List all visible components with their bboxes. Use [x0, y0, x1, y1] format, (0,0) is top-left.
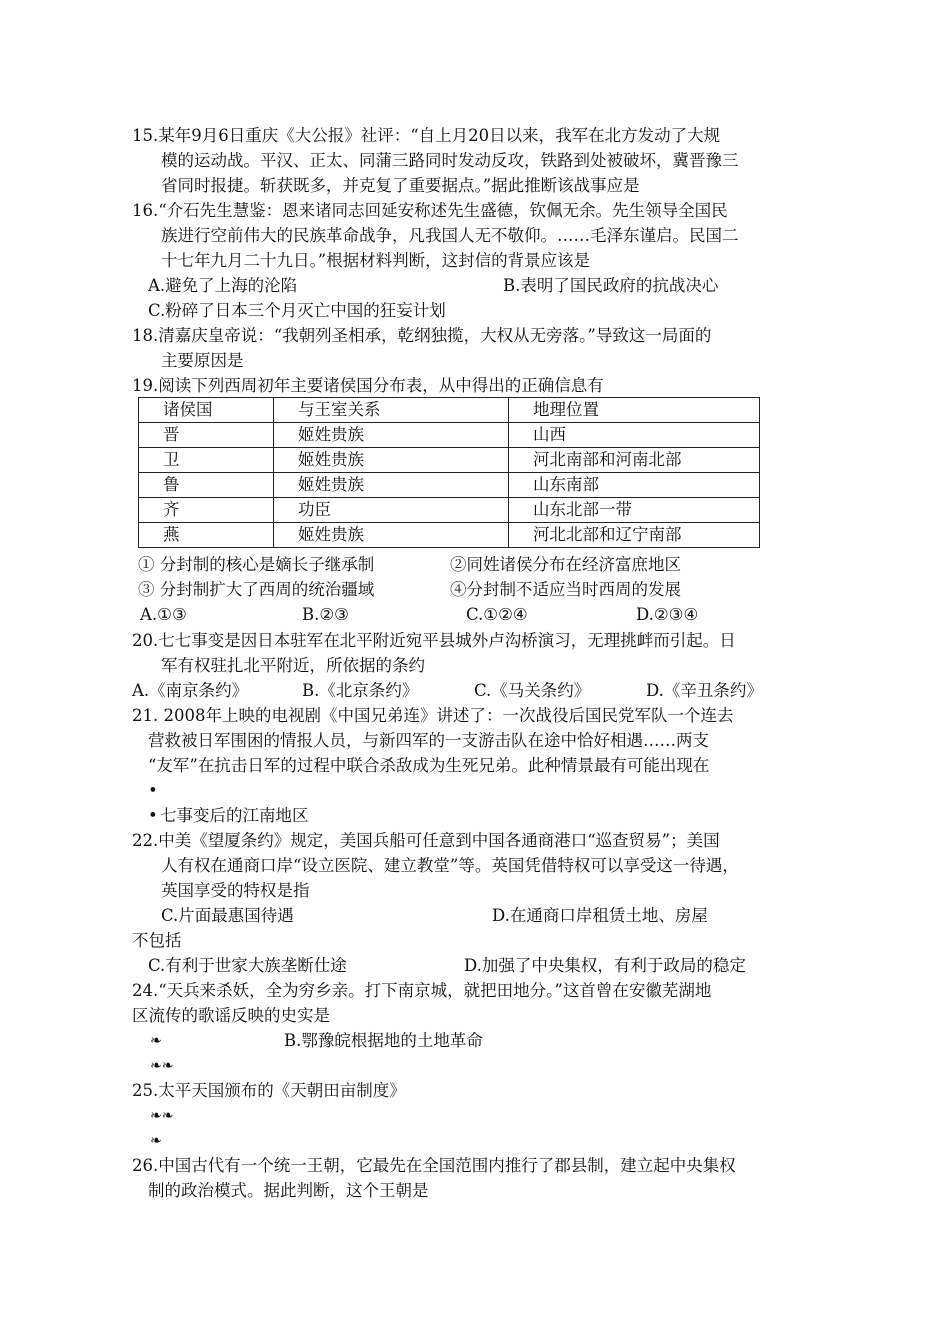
table-header-row — [139, 398, 760, 423]
q19-option-d: D.②③④ — [636, 605, 699, 624]
q23-option-d: D.加强了中央集权，有利于政局的稳定 — [464, 956, 746, 975]
q20-option-d: D.《辛丑条约》 — [646, 681, 763, 700]
table-cell: 齐 — [139, 498, 274, 523]
table-cell: 晋 — [139, 423, 274, 448]
table-cell: 山东北部一带 — [509, 498, 760, 523]
q24-line-2: 区流传的歌谣反映的史实是 — [132, 1006, 330, 1025]
table-cell: 山东南部 — [509, 473, 760, 498]
table-header: 地理位置 — [509, 398, 760, 423]
q26-line-1: 26.中国古代有一个统一王朝，它最先在全国范围内推行了郡县制，建立起中央集权 — [132, 1156, 736, 1175]
q15-line-1: 15.某年9月6日重庆《大公报》社评：“自上月20日以来，我军在北方发动了大规 — [132, 126, 721, 145]
table-cell: 姬姓贵族 — [274, 423, 509, 448]
q15-line-3: 省同时报捷。斩获既多，并克复了重要据点。”据此推断该战事应是 — [161, 176, 640, 195]
q26-line-2: 制的政治模式。据此判断，这个王朝是 — [148, 1181, 429, 1200]
q21-line-3: “友军”在抗击日军的过程中联合杀敌成为生死兄弟。此种情景最有可能出现在 — [148, 756, 710, 775]
fleuron-icon: ❧❧ — [150, 1108, 174, 1124]
table-row — [139, 523, 760, 548]
q19-option-a: A.①③ — [140, 605, 187, 624]
fleuron-icon: ❧ — [150, 1133, 162, 1149]
q20-line-1: 20.七七事变是因日本驻军在北平附近宛平县城外卢沟桥演习，无理挑衅而引起。日 — [132, 631, 736, 650]
q16-option-c: C.粉碎了日本三个月灭亡中国的狂妄计划 — [148, 301, 446, 320]
q16-option-b: B.表明了国民政府的抗战决心 — [503, 276, 719, 295]
fleuron-icon: ❧❧ — [150, 1058, 174, 1074]
table-cell: 鲁 — [139, 473, 274, 498]
q22-line-3: 英国享受的特权是指 — [161, 881, 310, 900]
q15-line-2: 模的运动战。平汉、正太、同蒲三路同时发动反攻，铁路到处被破坏，冀晋豫三 — [161, 151, 739, 170]
q21-line-2: 营救被日军围困的情报人员，与新四军的一支游击队在途中恰好相遇……两支 — [148, 731, 709, 750]
table-row — [139, 498, 760, 523]
q19-statement-3: ③ 分封制扩大了西周的统治疆域 — [138, 580, 375, 599]
q20-option-c: C.《马关条约》 — [474, 681, 591, 700]
q19-line-1: 19.阅读下列西周初年主要诸侯国分布表，从中得出的正确信息有 — [132, 376, 604, 395]
q23-option-c: C.有利于世家大族垄断仕途 — [148, 956, 347, 975]
q19-statement-4: ④分封制不适应当时西周的发展 — [450, 580, 681, 599]
q18-line-1: 18.清嘉庆皇帝说：“我朝列圣相承，乾纲独揽，大权从无旁落。”导致这一局面的 — [132, 326, 712, 345]
q22-line-1: 22.中美《望厦条约》规定，美国兵船可任意到中国各通商港口“巡查贸易”；美国 — [132, 831, 720, 850]
q22-option-d: D.在通商口岸租赁土地、房屋 — [492, 906, 708, 925]
q21-line-1: 21. 2008年上映的电视剧《中国兄弟连》讲述了：一次战役后国民党军队一个连去 — [132, 706, 734, 725]
q21-bullet-empty — [148, 779, 160, 803]
q16-option-a: A.避免了上海的沦陷 — [148, 276, 298, 295]
table-header: 与王室关系 — [274, 398, 509, 423]
q19-statement-2: ②同姓诸侯分布在经济富庶地区 — [450, 555, 681, 574]
table-cell: 河北南部和河南北部 — [509, 448, 760, 473]
table-cell: 卫 — [139, 448, 274, 473]
q19-statement-1: ① 分封制的核心是嫡长子继承制 — [138, 555, 375, 574]
table-row — [139, 423, 760, 448]
q18-line-2: 主要原因是 — [161, 351, 244, 370]
table-cell: 功臣 — [274, 498, 509, 523]
q23-line-1: 不包括 — [132, 931, 182, 950]
q24-option-b: B.鄂豫皖根据地的土地革命 — [284, 1031, 483, 1050]
table-cell: 姬姓贵族 — [274, 448, 509, 473]
table-cell: 燕 — [139, 523, 274, 548]
q21-bullet-2: • 七事变后的江南地区 — [148, 804, 309, 828]
q22-line-2: 人有权在通商口岸“设立医院、建立教堂”等。英国凭借特权可以享受这一待遇， — [161, 856, 739, 875]
table-cell: 山西 — [509, 423, 760, 448]
q20-option-a: A.《南京条约》 — [132, 681, 249, 700]
q20-option-b: B.《北京条约》 — [302, 681, 419, 700]
q25-line-1: 25.太平天国颁布的《天朝田亩制度》 — [132, 1081, 406, 1100]
q16-line-2: 族进行空前伟大的民族革命战争，凡我国人无不敬仰。……毛泽东谨启。民国二 — [161, 226, 739, 245]
q22-option-c: C.片面最惠国待遇 — [161, 906, 294, 925]
vassal-state-table — [138, 397, 760, 548]
table-header: 诸侯国 — [139, 398, 274, 423]
q19-option-c: C.①②④ — [466, 605, 528, 624]
q20-line-2: 军有权驻扎北平附近，所依据的条约 — [161, 656, 425, 675]
q16-line-1: 16.“介石先生慧鉴：恩来诸同志回延安称述先生盛德，钦佩无余。先生领导全国民 — [132, 201, 728, 220]
table-cell: 姬姓贵族 — [274, 473, 509, 498]
q16-line-3: 十七年九月二十九日。”根据材料判断，这封信的背景应该是 — [161, 251, 591, 270]
table-cell: 河北北部和辽宁南部 — [509, 523, 760, 548]
q24-line-1: 24.“天兵来杀妖，全为穷乡亲。打下南京城，就把田地分。”这首曾在安徽芜湖地 — [132, 981, 712, 1000]
table-row — [139, 473, 760, 498]
q19-option-b: B.②③ — [302, 605, 349, 624]
fleuron-icon: ❧ — [150, 1033, 162, 1049]
table-cell: 姬姓贵族 — [274, 523, 509, 548]
table-row — [139, 448, 760, 473]
